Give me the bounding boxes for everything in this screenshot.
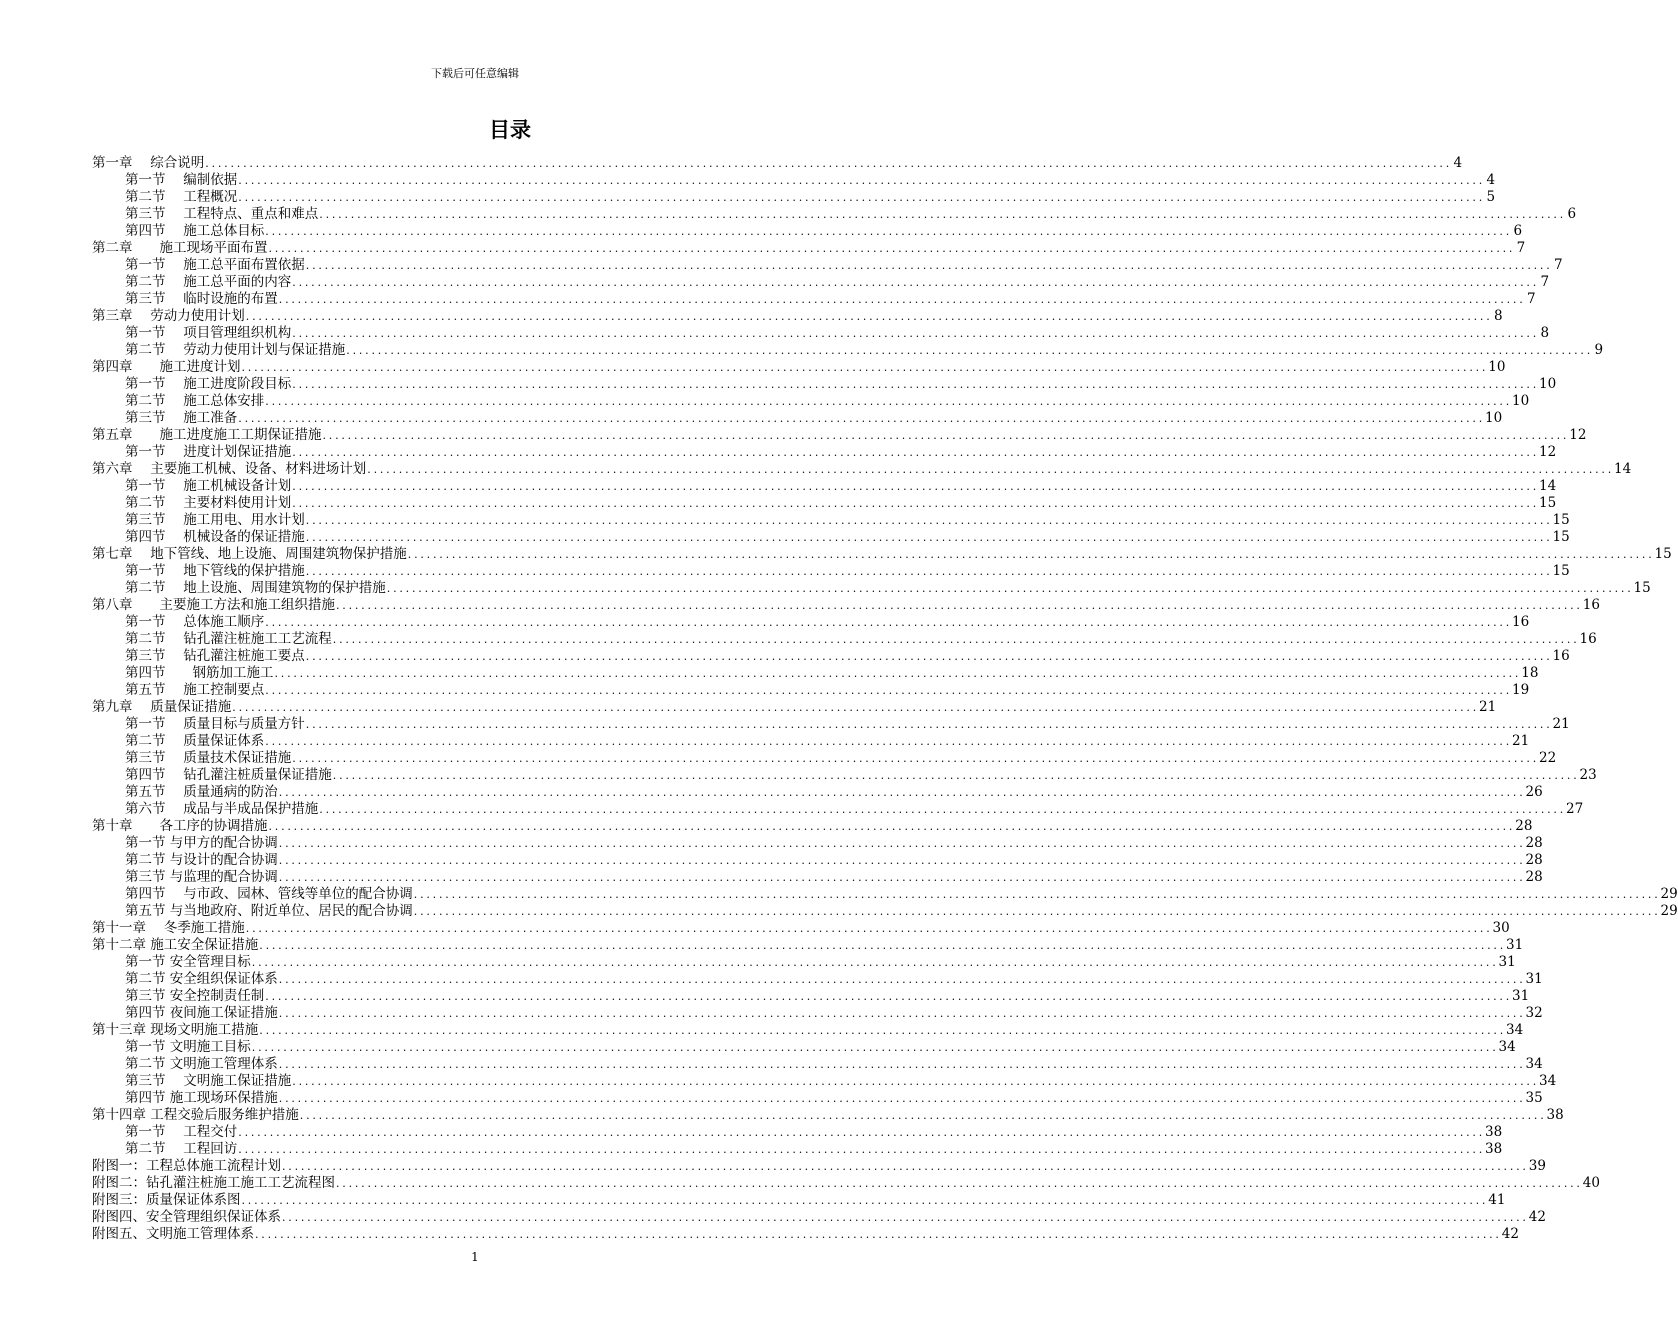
toc-entry-label: 第三节 质量技术保证措施: [125, 750, 292, 766]
toc-dot-leader: ......................................................................................................................................................................................................: [265, 990, 1513, 1003]
toc-dot-leader: ......................................................................................................................................................................................................: [413, 905, 1661, 918]
toc-entry-label: 第二节 施工总体安排: [125, 393, 265, 409]
toc-entry-page: 26: [1525, 784, 1543, 800]
toc-section-entry[interactable]: [92, 903, 1678, 920]
toc-entry-page: 12: [1569, 427, 1587, 443]
toc-entry-page: 35: [1525, 1090, 1543, 1106]
toc-dot-leader: ......................................................................................................................................................................................................: [305, 259, 1553, 272]
toc-entry-label: 第一节 施工进度阶段目标: [125, 376, 292, 392]
toc-dot-leader: ......................................................................................................................................................................................................: [278, 1007, 1526, 1020]
toc-dot-leader: ......................................................................................................................................................................................................: [413, 888, 1661, 901]
toc-entry-page: 15: [1539, 495, 1557, 511]
toc-dot-leader: ......................................................................................................................................................................................................: [278, 871, 1526, 884]
toc-dot-leader: ......................................................................................................................................................................................................: [292, 497, 1540, 510]
toc-entry-page: 40: [1582, 1175, 1600, 1191]
toc-entry-page: 15: [1552, 563, 1570, 579]
toc-dot-leader: ......................................................................................................................................................................................................: [292, 480, 1540, 493]
toc-section-entry[interactable]: [92, 716, 1570, 733]
toc-section-entry[interactable]: [92, 495, 1557, 512]
toc-dot-leader: ......................................................................................................................................................................................................: [255, 1228, 1502, 1241]
toc-entry-page: 7: [1540, 274, 1550, 290]
toc-entry-label: 第二节 施工总平面的内容: [125, 274, 292, 290]
toc-entry-label: 第三节 工程特点、重点和难点: [125, 206, 319, 222]
toc-entry-label: 第一节 工程交付: [125, 1124, 238, 1140]
toc-dot-leader: ......................................................................................................................................................................................................: [332, 633, 1580, 646]
toc-entry-label: 第三节 施工用电、用水计划: [125, 512, 305, 528]
toc-entry-label: 第四节 机械设备的保证措施: [125, 529, 305, 545]
toc-entry-page: 8: [1540, 325, 1550, 341]
toc-entry-page: 4: [1453, 155, 1463, 171]
toc-entry-label: 第五章 施工进度施工工期保证措施: [92, 427, 322, 443]
toc-dot-leader: ......................................................................................................................................................................................................: [282, 1160, 1529, 1173]
toc-entry-page: 27: [1566, 801, 1584, 817]
toc-entry-page: 34: [1506, 1022, 1524, 1038]
toc-section-entry[interactable]: [92, 682, 1530, 699]
toc-dot-leader: ......................................................................................................................................................................................................: [336, 1177, 1583, 1190]
toc-dot-leader: ......................................................................................................................................................................................................: [278, 1058, 1526, 1071]
toc-entry-page: 10: [1539, 376, 1557, 392]
toc-entry-page: 14: [1614, 461, 1632, 477]
toc-entry-label: 第四节 夜间施工保证措施: [125, 1005, 278, 1021]
toc-section-entry[interactable]: [92, 750, 1557, 767]
toc-chapter-entry[interactable]: [92, 155, 1463, 172]
toc-chapter-entry[interactable]: [92, 1175, 1600, 1192]
toc-entry-page: 12: [1539, 444, 1557, 460]
toc-dot-leader: ......................................................................................................................................................................................................: [386, 582, 1634, 595]
toc-section-entry[interactable]: [92, 529, 1570, 546]
toc-entry-page: 16: [1552, 648, 1570, 664]
toc-entry-page: 6: [1513, 223, 1523, 239]
header-note: 下载后可任意编辑: [431, 67, 519, 80]
toc-entry-label: 第十一章 冬季施工措施: [92, 920, 245, 936]
toc-entry-label: 第三节 与监理的配合协调: [125, 869, 278, 885]
toc-entry-label: 附图三：质量保证体系图: [92, 1192, 241, 1208]
toc-section-entry[interactable]: [92, 342, 1604, 359]
toc-entry-label: 第四章 施工进度计划: [92, 359, 241, 375]
toc-entry-label: 第三节 施工准备: [125, 410, 238, 426]
toc-entry-page: 7: [1516, 240, 1526, 256]
toc-entry-page: 22: [1539, 750, 1557, 766]
toc-entry-page: 31: [1525, 971, 1543, 987]
toc-entry-page: 6: [1567, 206, 1577, 222]
toc-dot-leader: ......................................................................................................................................................................................................: [265, 684, 1513, 697]
toc-section-entry[interactable]: [92, 1124, 1503, 1141]
toc-dot-leader: ......................................................................................................................................................................................................: [265, 395, 1513, 408]
toc-section-entry[interactable]: [92, 733, 1530, 750]
toc-chapter-entry[interactable]: [92, 818, 1533, 835]
toc-entry-page: 28: [1525, 869, 1543, 885]
toc-entry-page: 34: [1539, 1073, 1557, 1089]
toc-entry-label: 第二节 安全组织保证体系: [125, 971, 278, 987]
toc-dot-leader: ......................................................................................................................................................................................................: [259, 1024, 1507, 1037]
toc-dot-leader: ......................................................................................................................................................................................................: [238, 412, 1486, 425]
toc-entry-page: 4: [1486, 172, 1496, 188]
toc-section-entry[interactable]: [92, 580, 1651, 597]
toc-entry-page: 39: [1528, 1158, 1546, 1174]
toc-entry-page: 28: [1525, 835, 1543, 851]
toc-dot-leader: ......................................................................................................................................................................................................: [245, 922, 1493, 935]
toc-entry-page: 7: [1553, 257, 1563, 273]
toc-entry-label: 第一章 综合说明: [92, 155, 205, 171]
toc-entry-label: 第九章 质量保证措施: [92, 699, 232, 715]
toc-entry-label: 第三节 安全控制责任制: [125, 988, 265, 1004]
toc-entry-page: 18: [1521, 665, 1539, 681]
toc-dot-leader: ......................................................................................................................................................................................................: [265, 616, 1513, 629]
toc-chapter-entry[interactable]: [92, 427, 1587, 444]
toc-dot-leader: ......................................................................................................................................................................................................: [265, 225, 1513, 238]
toc-entry-page: 15: [1552, 512, 1570, 528]
toc-entry-label: 第一节 施工机械设备计划: [125, 478, 292, 494]
toc-entry-label: 第十三章 现场文明施工措施: [92, 1022, 259, 1038]
toc-chapter-entry[interactable]: [92, 1107, 1564, 1124]
page-number: 1: [471, 1250, 479, 1264]
toc-dot-leader: ......................................................................................................................................................................................................: [278, 1092, 1526, 1105]
toc-entry-page: 21: [1479, 699, 1497, 715]
toc-chapter-entry[interactable]: [92, 359, 1506, 376]
toc-entry-page: 38: [1485, 1141, 1503, 1157]
toc-dot-leader: ......................................................................................................................................................................................................: [305, 514, 1553, 527]
toc-entry-label: 第二节 工程回访: [125, 1141, 238, 1157]
toc-chapter-entry[interactable]: [92, 1226, 1519, 1243]
toc-dot-leader: ......................................................................................................................................................................................................: [268, 242, 1516, 255]
toc-entry-label: 第四节 施工总体目标: [125, 223, 265, 239]
toc-entry-label: 附图四、安全管理组织保证体系: [92, 1209, 281, 1225]
toc-entry-label: 第六章 主要施工机械、设备、材料进场计划: [92, 461, 367, 477]
toc-entry-label: 第一节 地下管线的保护措施: [125, 563, 305, 579]
toc-entry-label: 第三节 文明施工保证措施: [125, 1073, 292, 1089]
toc-section-entry[interactable]: [92, 206, 1577, 223]
toc-dot-leader: ......................................................................................................................................................................................................: [322, 429, 1570, 442]
toc-dot-leader: ......................................................................................................................................................................................................: [238, 1143, 1486, 1156]
toc-entry-page: 42: [1528, 1209, 1546, 1225]
toc-entry-label: 第一节 文明施工目标: [125, 1039, 251, 1055]
toc-entry-page: 10: [1485, 410, 1503, 426]
toc-entry-page: 42: [1501, 1226, 1519, 1242]
toc-dot-leader: ......................................................................................................................................................................................................: [274, 667, 1522, 680]
toc-entry-page: 21: [1552, 716, 1570, 732]
toc-section-entry[interactable]: [92, 648, 1570, 665]
toc-dot-leader: ......................................................................................................................................................................................................: [278, 973, 1526, 986]
toc-dot-leader: ......................................................................................................................................................................................................: [292, 446, 1540, 459]
toc-section-entry[interactable]: [92, 291, 1536, 308]
toc-entry-page: 28: [1525, 852, 1543, 868]
toc-dot-leader: ......................................................................................................................................................................................................: [292, 276, 1540, 289]
toc-dot-leader: ......................................................................................................................................................................................................: [205, 157, 1453, 170]
toc-entry-page: 23: [1579, 767, 1597, 783]
toc-chapter-entry[interactable]: [92, 937, 1524, 954]
toc-dot-leader: ......................................................................................................................................................................................................: [232, 701, 1480, 714]
toc-dot-leader: ......................................................................................................................................................................................................: [265, 735, 1513, 748]
toc-entry-page: 31: [1512, 988, 1530, 1004]
toc-entry-page: 16: [1512, 614, 1530, 630]
toc-entry-label: 第一节 施工总平面布置依据: [125, 257, 305, 273]
toc-section-entry[interactable]: [92, 172, 1496, 189]
toc-dot-leader: ......................................................................................................................................................................................................: [241, 361, 1489, 374]
toc-dot-leader: ......................................................................................................................................................................................................: [268, 820, 1516, 833]
toc-entry-page: 32: [1525, 1005, 1543, 1021]
toc-entry-label: 第五节 施工控制要点: [125, 682, 265, 698]
toc-entry-label: 第四节 施工现场环保措施: [125, 1090, 278, 1106]
toc-entry-page: 7: [1526, 291, 1536, 307]
toc-dot-leader: ......................................................................................................................................................................................................: [319, 208, 1567, 221]
toc-section-entry[interactable]: [92, 886, 1678, 903]
toc-entry-label: 第六节 成品与半成品保护措施: [125, 801, 319, 817]
toc-section-entry[interactable]: [92, 784, 1543, 801]
toc-chapter-entry[interactable]: [92, 1158, 1546, 1175]
toc-chapter-entry[interactable]: [92, 240, 1526, 257]
toc-section-entry[interactable]: [92, 1073, 1557, 1090]
toc-section-entry[interactable]: [92, 1039, 1516, 1056]
toc-entry-label: 第二节 质量保证体系: [125, 733, 265, 749]
toc-entry-page: 8: [1493, 308, 1503, 324]
toc-entry-page: 5: [1486, 189, 1496, 205]
toc-section-entry[interactable]: [92, 954, 1516, 971]
toc-section-entry[interactable]: [92, 614, 1530, 631]
toc-entry-label: 附图二：钻孔灌注桩施工施工工艺流程图: [92, 1175, 335, 1191]
toc-section-entry[interactable]: [92, 376, 1557, 393]
toc-dot-leader: ......................................................................................................................................................................................................: [305, 718, 1553, 731]
toc-entry-label: 第三章 劳动力使用计划: [92, 308, 245, 324]
toc-entry-page: 38: [1485, 1124, 1503, 1140]
toc-entry-label: 第三节 钻孔灌注桩施工要点: [125, 648, 305, 664]
toc-dot-leader: ......................................................................................................................................................................................................: [238, 174, 1486, 187]
toc-section-entry[interactable]: [92, 835, 1543, 852]
toc-entry-label: 附图五、文明施工管理体系: [92, 1226, 254, 1242]
toc-chapter-entry[interactable]: [92, 1209, 1546, 1226]
toc-entry-label: 第二章 施工现场平面布置: [92, 240, 268, 256]
toc-entry-page: 29: [1660, 903, 1678, 919]
toc-dot-leader: ......................................................................................................................................................................................................: [278, 854, 1526, 867]
toc-dot-leader: ......................................................................................................................................................................................................: [251, 956, 1499, 969]
toc-entry-page: 34: [1525, 1056, 1543, 1072]
toc-chapter-entry[interactable]: [92, 1192, 1506, 1209]
toc-dot-leader: ......................................................................................................................................................................................................: [241, 1194, 1489, 1207]
toc-section-entry[interactable]: [92, 325, 1550, 342]
toc-chapter-entry[interactable]: [92, 546, 1672, 563]
toc-entry-label: 第七章 地下管线、地上设施、周围建筑物保护措施: [92, 546, 407, 562]
toc-entry-page: 16: [1582, 597, 1600, 613]
toc-entry-label: 第三节 临时设施的布置: [125, 291, 278, 307]
toc-entry-page: 9: [1594, 342, 1604, 358]
toc-dot-leader: ......................................................................................................................................................................................................: [305, 565, 1553, 578]
toc-entry-page: 31: [1506, 937, 1524, 953]
toc-dot-leader: ......................................................................................................................................................................................................: [336, 599, 1583, 612]
toc-section-entry[interactable]: [92, 801, 1584, 818]
toc-section-entry[interactable]: [92, 257, 1563, 274]
toc-dot-leader: ......................................................................................................................................................................................................: [292, 1075, 1540, 1088]
toc-entry-label: 第十四章 工程交验后服务维护措施: [92, 1107, 299, 1123]
toc-dot-leader: ......................................................................................................................................................................................................: [407, 548, 1655, 561]
toc-dot-leader: ......................................................................................................................................................................................................: [251, 1041, 1499, 1054]
toc-entry-label: 第五节 与当地政府、附近单位、居民的配合协调: [125, 903, 413, 919]
toc-dot-leader: ......................................................................................................................................................................................................: [238, 1126, 1486, 1139]
toc-dot-leader: ......................................................................................................................................................................................................: [278, 786, 1526, 799]
toc-entry-page: 38: [1546, 1107, 1564, 1123]
page-title: 目录: [489, 117, 531, 142]
toc-section-entry[interactable]: [92, 444, 1557, 461]
toc-entry-page: 28: [1515, 818, 1533, 834]
toc-section-entry[interactable]: [92, 410, 1503, 427]
toc-entry-label: 第四节 钻孔灌注桩质量保证措施: [125, 767, 332, 783]
toc-entry-label: 第一节 总体施工顺序: [125, 614, 265, 630]
toc-entry-label: 第四节 钢筋加工施工: [125, 665, 274, 681]
toc-entry-page: 14: [1539, 478, 1557, 494]
toc-entry-label: 第五节 质量通病的防治: [125, 784, 278, 800]
toc-section-entry[interactable]: [92, 1056, 1543, 1073]
toc-dot-leader: ......................................................................................................................................................................................................: [245, 310, 1493, 323]
toc-dot-leader: ......................................................................................................................................................................................................: [292, 327, 1540, 340]
toc-entry-label: 第一节 质量目标与质量方针: [125, 716, 305, 732]
toc-chapter-entry[interactable]: [92, 1022, 1524, 1039]
table-of-contents: [92, 155, 1678, 1243]
toc-section-entry[interactable]: [92, 1141, 1503, 1158]
toc-entry-label: 第二节 劳动力使用计划与保证措施: [125, 342, 346, 358]
toc-dot-leader: ......................................................................................................................................................................................................: [292, 752, 1540, 765]
toc-entry-label: 第四节 与市政、园林、管线等单位的配合协调: [125, 886, 413, 902]
toc-chapter-entry[interactable]: [92, 597, 1600, 614]
toc-section-entry[interactable]: [92, 189, 1496, 206]
toc-dot-leader: ......................................................................................................................................................................................................: [282, 1211, 1529, 1224]
toc-section-entry[interactable]: [92, 478, 1557, 495]
toc-entry-label: 附图一：工程总体施工流程计划: [92, 1158, 281, 1174]
toc-entry-page: 15: [1654, 546, 1672, 562]
toc-entry-page: 31: [1498, 954, 1516, 970]
toc-section-entry[interactable]: [92, 512, 1570, 529]
toc-chapter-entry[interactable]: [92, 308, 1503, 325]
toc-entry-label: 第二节 与设计的配合协调: [125, 852, 278, 868]
toc-dot-leader: ......................................................................................................................................................................................................: [305, 650, 1553, 663]
toc-entry-label: 第八章 主要施工方法和施工组织措施: [92, 597, 335, 613]
toc-entry-page: 16: [1579, 631, 1597, 647]
toc-entry-label: 第二节 主要材料使用计划: [125, 495, 292, 511]
toc-chapter-entry[interactable]: [92, 920, 1510, 937]
toc-chapter-entry[interactable]: [92, 461, 1632, 478]
toc-entry-label: 第一节 安全管理目标: [125, 954, 251, 970]
toc-dot-leader: ......................................................................................................................................................................................................: [305, 531, 1553, 544]
toc-section-entry[interactable]: [92, 1005, 1543, 1022]
toc-entry-label: 第一节 与甲方的配合协调: [125, 835, 278, 851]
toc-section-entry[interactable]: [92, 665, 1539, 682]
toc-dot-leader: ......................................................................................................................................................................................................: [238, 191, 1486, 204]
toc-entry-label: 第一节 编制依据: [125, 172, 238, 188]
toc-dot-leader: ......................................................................................................................................................................................................: [319, 803, 1567, 816]
toc-entry-page: 30: [1492, 920, 1510, 936]
toc-dot-leader: ......................................................................................................................................................................................................: [367, 463, 1615, 476]
toc-entry-page: 15: [1633, 580, 1651, 596]
toc-section-entry[interactable]: [92, 767, 1597, 784]
toc-entry-page: 10: [1512, 393, 1530, 409]
toc-entry-label: 第一节 项目管理组织机构: [125, 325, 292, 341]
toc-entry-label: 第二节 钻孔灌注桩施工工艺流程: [125, 631, 332, 647]
toc-dot-leader: ......................................................................................................................................................................................................: [292, 378, 1540, 391]
toc-entry-label: 第二节 地上设施、周围建筑物的保护措施: [125, 580, 386, 596]
toc-entry-page: 10: [1488, 359, 1506, 375]
toc-dot-leader: ......................................................................................................................................................................................................: [259, 939, 1507, 952]
toc-dot-leader: ......................................................................................................................................................................................................: [332, 769, 1580, 782]
toc-entry-label: 第一节 进度计划保证措施: [125, 444, 292, 460]
toc-section-entry[interactable]: [92, 852, 1543, 869]
toc-dot-leader: ......................................................................................................................................................................................................: [278, 293, 1526, 306]
toc-dot-leader: ......................................................................................................................................................................................................: [278, 837, 1526, 850]
toc-section-entry[interactable]: [92, 274, 1550, 291]
toc-entry-page: 19: [1512, 682, 1530, 698]
toc-section-entry[interactable]: [92, 393, 1530, 410]
toc-entry-page: 41: [1488, 1192, 1506, 1208]
toc-section-entry[interactable]: [92, 1090, 1543, 1107]
toc-section-entry[interactable]: [92, 223, 1523, 240]
toc-entry-page: 34: [1498, 1039, 1516, 1055]
toc-section-entry[interactable]: [92, 971, 1543, 988]
toc-section-entry[interactable]: [92, 988, 1530, 1005]
toc-entry-label: 第二节 工程概况: [125, 189, 238, 205]
toc-entry-page: 29: [1660, 886, 1678, 902]
toc-entry-page: 21: [1512, 733, 1530, 749]
toc-entry-label: 第二节 文明施工管理体系: [125, 1056, 278, 1072]
toc-entry-label: 第十二章 施工安全保证措施: [92, 937, 259, 953]
toc-dot-leader: ......................................................................................................................................................................................................: [346, 344, 1594, 357]
toc-section-entry[interactable]: [92, 563, 1570, 580]
toc-entry-label: 第十章 各工序的协调措施: [92, 818, 268, 834]
toc-section-entry[interactable]: [92, 869, 1543, 886]
toc-dot-leader: ......................................................................................................................................................................................................: [299, 1109, 1547, 1122]
toc-entry-page: 15: [1552, 529, 1570, 545]
toc-section-entry[interactable]: [92, 631, 1597, 648]
toc-chapter-entry[interactable]: [92, 699, 1497, 716]
